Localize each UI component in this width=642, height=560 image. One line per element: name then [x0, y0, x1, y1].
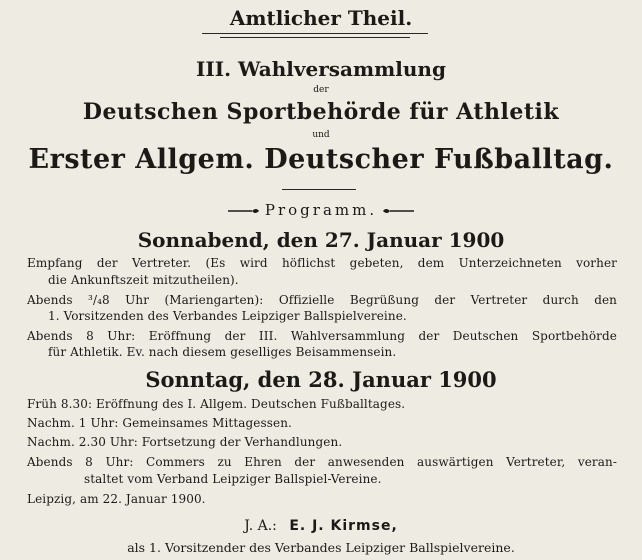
conjunction-der: der — [313, 85, 329, 95]
ornament-left-icon — [226, 206, 260, 216]
title-underline-thin — [220, 37, 410, 38]
day1-entry2-line1: Abends ³/₄8 Uhr (Mariengarten): Offizielle Begrüßung der Vertreter durch den — [27, 293, 617, 307]
day1-entry3-line2: für Athletik. Ev. nach diesem geselliges Beisammensein. — [48, 345, 397, 359]
day2-entry1: Früh 8.30: Eröffnung des I. Allgem. Deutschen Fußballtages. — [27, 397, 406, 411]
signature-prefix: J. A.: — [244, 518, 277, 534]
divider-rule — [282, 189, 356, 190]
day1-entry3-line1: Abends 8 Uhr: Eröffnung der III. Wahlversammlung der Deutschen Sportbehörde — [27, 329, 617, 343]
day2-entry3: Nachm. 2.30 Uhr: Fortsetzung der Verhandlungen. — [27, 435, 343, 449]
headline-fussballtag: Erster Allgem. Deutscher Fußballtag. — [28, 144, 614, 175]
ornament-right-icon — [382, 206, 416, 216]
day2-entry2: Nachm. 1 Uhr: Gemeinsames Mittagessen. — [27, 416, 292, 430]
signature-role: als 1. Vorsitzender des Verbandes Leipziger Ballspielvereine. — [127, 540, 515, 555]
day1-entry2-line2: 1. Vorsitzenden des Verbandes Leipziger Ballspielvereine. — [48, 309, 407, 323]
programm-heading-row — [0, 201, 642, 219]
place-date: Leipzig, am 22. Januar 1900. — [27, 492, 206, 506]
programm-heading: Programm. — [264, 201, 378, 219]
signature-name: E. J. Kirmse, — [289, 518, 398, 534]
conjunction-und: und — [312, 130, 330, 140]
section-title: Amtlicher Theil. — [229, 6, 413, 30]
headline-sportbehoerde: Deutschen Sportbehörde für Athletik — [82, 99, 560, 125]
day1-entry1-line2: die Ankunftszeit mitzutheilen). — [48, 273, 239, 287]
day1-entry1-line1: Empfang der Vertreter. (Es wird höflichst gebeten, dem Unterzeichneten vorher — [27, 256, 617, 270]
title-underline — [202, 33, 428, 34]
day2-entry4-line1: Abends 8 Uhr: Commers zu Ehren der anwesenden auswärtigen Vertreter, veran- — [27, 455, 617, 469]
day2-entry4-line2: staltet vom Verband Leipziger Ballspiel-Vereine. — [84, 472, 382, 486]
signature-row — [0, 518, 642, 534]
headline-wahlversammlung: III. Wahlversammlung — [196, 57, 446, 81]
day2-title: Sonntag, den 28. Januar 1900 — [145, 367, 497, 392]
day1-title: Sonnabend, den 27. Januar 1900 — [137, 228, 505, 252]
